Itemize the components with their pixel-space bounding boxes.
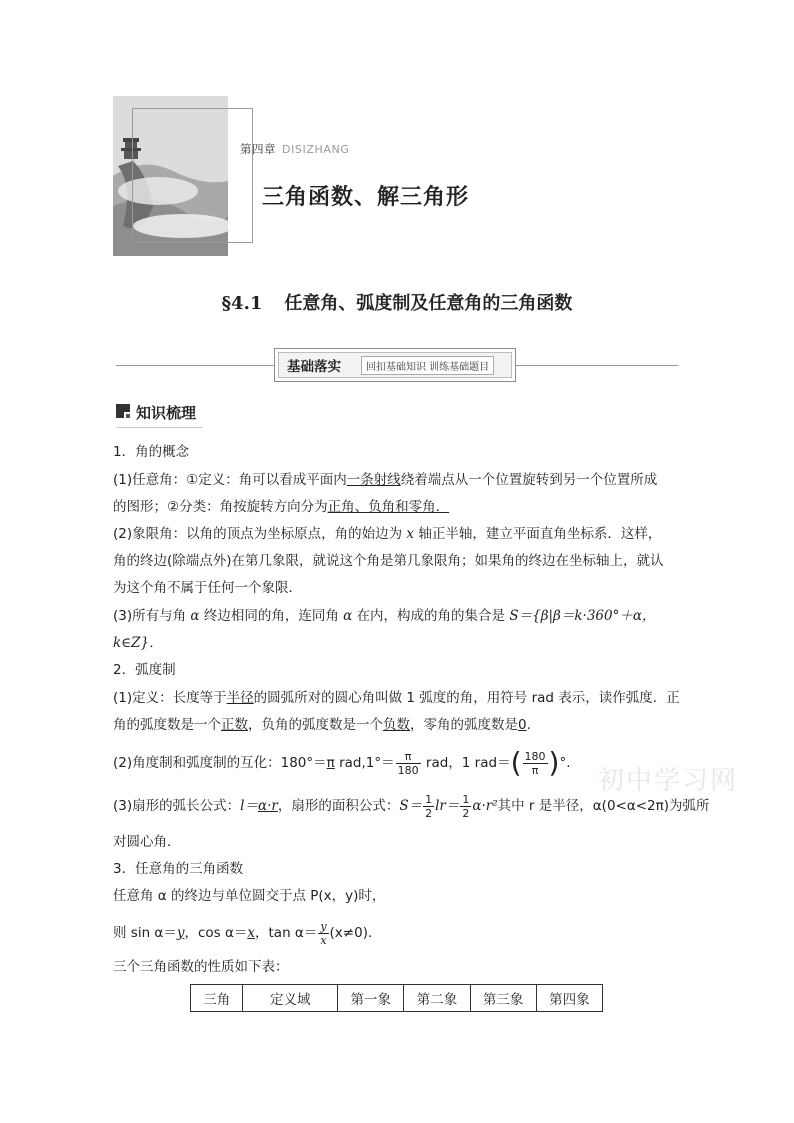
chapter-title: 三角函数、解三角形	[262, 185, 470, 210]
topic2-paragraph1-line2: 角的弧度数是一个正数，负角的弧度数是一个负数，零角的弧度数是0.	[113, 717, 531, 733]
table-header-cell: 第三象	[470, 985, 536, 1012]
topic3-paragraph3: 三个三角函数的性质如下表：	[113, 959, 289, 975]
fraction-pi-over-180: $\frac{\pi}{180}$	[397, 749, 419, 777]
topic1-paragraph1-line2: 的图形；②分类：角按旋转方向分为正角、负角和零角．	[113, 499, 450, 515]
section-title-text: 任意角、弧度制及任意角的三角函数	[284, 293, 573, 314]
section-title	[0, 289, 794, 315]
table-header-cell: 第二象	[404, 985, 470, 1012]
section-banner	[274, 348, 516, 382]
banner-title: 基础落实	[287, 359, 341, 375]
table-header-cell: 三角	[191, 985, 243, 1012]
knowledge-heading: 知识梳理	[136, 404, 197, 422]
watermark: 初中学习网	[598, 766, 739, 796]
topic1-paragraph1-line1: (1)任意角：①定义：角可以看成平面内一条射线绕着端点从一个位置旋转到另一个位置所成	[113, 472, 658, 488]
topic1-paragraph2-line1: (2)象限角：以角的顶点为坐标原点，角的始边为 x 轴正半轴，建立平面直角坐标系．这样，	[113, 526, 662, 542]
topic1-paragraph2-line2: 角的终边(除端点外)在第几象限，就说这个角是第几象限角；如果角的终边在坐标轴上，就认	[113, 553, 664, 569]
topic2-paragraph1-line1: (1)定义：长度等于半径的圆弧所对的圆心角叫做 1 弧度的角，用符号 rad 表示，读作弧度．正	[113, 690, 680, 706]
section-marker-icon	[116, 404, 130, 418]
topic2-title: 2．弧度制	[113, 662, 176, 678]
trig-properties-table	[190, 984, 603, 1012]
topic2-paragraph3-line1: (3)扇形的弧长公式：l＝α·r，扇形的面积公式：S＝ $\frac{1}{2}$ lr＝ $\frac{1}{2}$ α·r²其中 r 是半径，α(0<α<2π)为弧所	[113, 792, 710, 820]
topic3-paragraph2: 则 sin α＝y，cos α＝x，tan α＝ $\frac{y}{x}$ (x≠0)．	[113, 919, 382, 947]
chapter-cover-frame	[132, 108, 253, 243]
chapter-label	[240, 141, 349, 157]
topic1-paragraph2-line3: 为这个角不属于任何一个象限．	[113, 580, 302, 596]
chapter-pinyin: DISIZHANG	[282, 143, 350, 156]
topic1-title: 1．角的概念	[113, 444, 190, 460]
table-header-row	[191, 985, 603, 1012]
banner-subtitle: 回扣基础知识 训练基础题目	[361, 356, 494, 375]
banner-rule-left	[116, 365, 274, 366]
topic3-paragraph1: 任意角 α 的终边与单位圆交于点 P(x，y)时，	[113, 888, 386, 904]
fraction-one-half-a: $\frac{1}{2}$	[425, 792, 433, 820]
table-header-cell: 定义域	[243, 985, 338, 1012]
topic3-title: 3．任意角的三角函数	[113, 861, 244, 877]
fraction-y-over-x: $\frac{y}{x}$	[320, 919, 327, 947]
topic2-paragraph2: (2)角度制和弧度制的互化：180°＝π rad,1°＝ $\frac{\pi}{180}$ rad，1 rad＝( $\frac{180}{\pi}$ )°.	[113, 746, 571, 779]
section-number: §4.1	[221, 293, 263, 314]
table-header-cell: 第一象	[338, 985, 404, 1012]
topic2-paragraph3-line2: 对圆心角．	[113, 834, 181, 850]
banner-rule-right	[516, 365, 678, 366]
topic1-paragraph3-line1: (3)所有与角 α 终边相同的角，连同角 α 在内，构成的角的集合是 S＝{β|β＝k·360°＋α，	[113, 608, 656, 624]
chapter-number: 第四章	[240, 142, 276, 156]
heading-underline	[116, 427, 202, 428]
table-header-cell: 第四象	[536, 985, 602, 1012]
topic1-paragraph3-line2: k∈Z}．	[113, 635, 163, 651]
fraction-180-over-pi: $\frac{180}{\pi}$	[524, 749, 546, 777]
fraction-one-half-b: $\frac{1}{2}$	[462, 792, 470, 820]
